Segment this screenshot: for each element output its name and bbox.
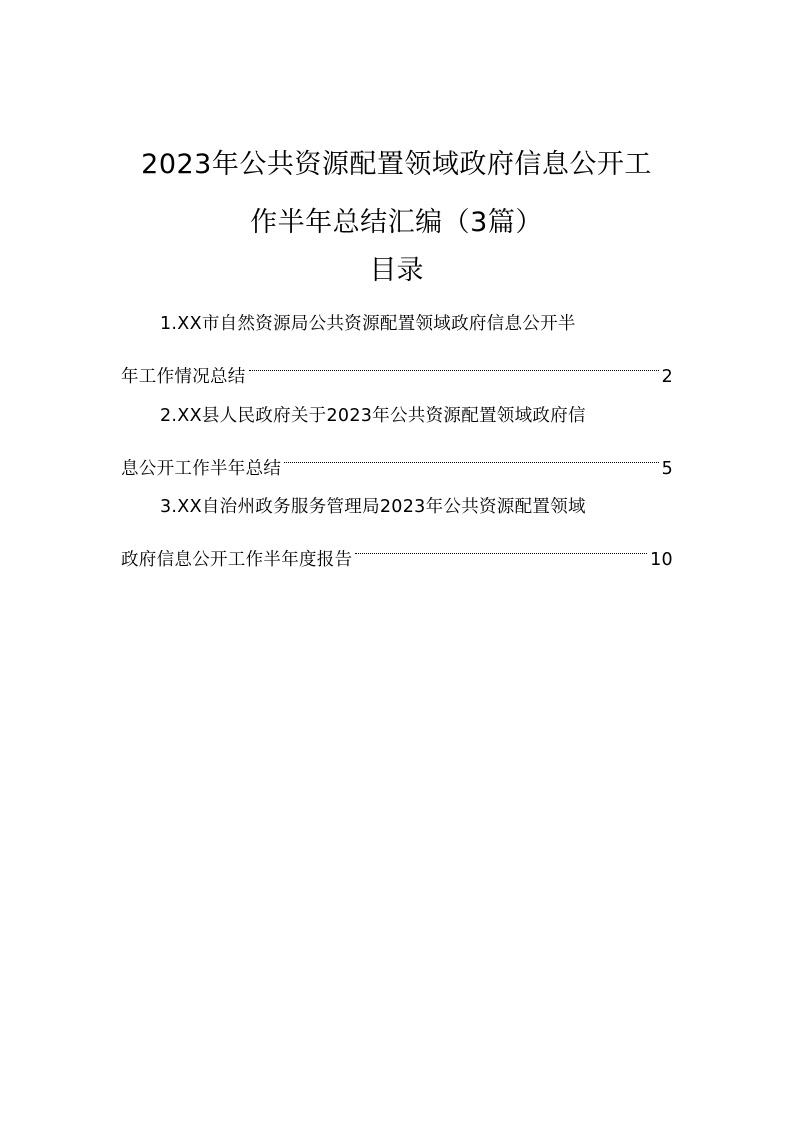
document-title-line-1: 2023年公共资源配置领域政府信息公开工 <box>141 149 652 180</box>
toc-entry-title-line-2: 年工作情况总结 <box>121 367 246 387</box>
toc-page-number: 5 <box>661 458 673 479</box>
toc-dot-leader <box>284 435 658 474</box>
toc-entry-title-line-1: 3.XX自治州政务服务管理局2023年公共资源配置领域 <box>160 497 586 517</box>
document-title-line-2: 作半年总结汇编（3篇） <box>250 207 543 238</box>
toc-entry-title-line-2: 息公开工作半年总结 <box>121 458 282 479</box>
toc-heading: 目录 <box>369 255 424 286</box>
toc-dot-leader <box>249 344 659 383</box>
table-of-contents <box>121 305 673 580</box>
toc-entry-title-line-1: 1.XX市自然资源局公共资源配置领域政府信息公开半 <box>160 314 576 334</box>
toc-entry-title-line-2: 政府信息公开工作半年度报告 <box>121 550 353 570</box>
toc-entry-title-line-1: 2.XX县人民政府关于2023年公共资源配置领域政府信 <box>160 405 586 426</box>
toc-dot-leader <box>355 527 647 566</box>
toc-entry-title-line-2-row <box>121 435 673 488</box>
document-title <box>110 136 683 252</box>
toc-page-number: 2 <box>661 367 673 387</box>
toc-entry-3[interactable] <box>121 488 673 580</box>
toc-entry-title-line-2-row <box>121 344 673 397</box>
toc-entry-title-line-2-row <box>121 527 673 580</box>
toc-entry-1[interactable] <box>121 305 673 397</box>
toc-page-number: 10 <box>650 550 673 570</box>
toc-entry-2[interactable] <box>121 397 673 489</box>
